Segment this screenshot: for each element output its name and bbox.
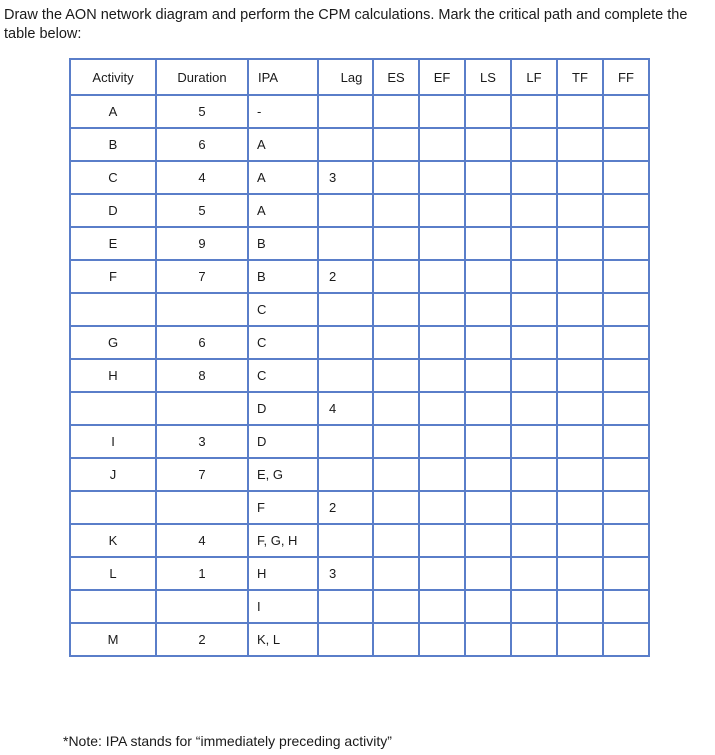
cell-lf-blank [511,293,557,326]
cell-ipa: E, G [248,458,318,491]
cell-tf-blank [557,425,603,458]
cell-ef-blank [419,590,465,623]
table-row [70,161,649,194]
cell-lag [318,623,373,656]
cell-tf-blank [557,161,603,194]
table-row [70,623,649,656]
cell-lag [318,194,373,227]
cell-activity: J [70,458,156,491]
cell-lf-blank [511,227,557,260]
cell-es-blank [373,392,419,425]
cell-es-blank [373,491,419,524]
cell-ff-blank [603,524,649,557]
cell-activity [70,491,156,524]
table-row [70,425,649,458]
cell-lf-blank [511,194,557,227]
cell-ff-blank [603,161,649,194]
cell-ipa: B [248,260,318,293]
cell-ls-blank [465,392,511,425]
cell-ls-blank [465,425,511,458]
cell-es-blank [373,128,419,161]
cell-duration: 9 [156,227,248,260]
cell-ef-blank [419,623,465,656]
cell-tf-blank [557,293,603,326]
cell-duration: 4 [156,161,248,194]
table-row [70,293,649,326]
table-row [70,326,649,359]
cell-ef-blank [419,458,465,491]
cell-es-blank [373,524,419,557]
cell-ff-blank [603,194,649,227]
table-row [70,392,649,425]
cell-es-blank [373,326,419,359]
cell-ff-blank [603,326,649,359]
cell-ff-blank [603,458,649,491]
cell-es-blank [373,95,419,128]
cell-ef-blank [419,161,465,194]
cell-es-blank [373,425,419,458]
cell-ipa: I [248,590,318,623]
table-row [70,359,649,392]
header-ef: EF [419,59,465,95]
cell-ef-blank [419,128,465,161]
cell-ipa: C [248,293,318,326]
cell-lf-blank [511,161,557,194]
cpm-table [69,58,650,657]
cell-ls-blank [465,95,511,128]
cell-ef-blank [419,359,465,392]
cell-lag: 4 [318,392,373,425]
cell-lf-blank [511,128,557,161]
table-body [70,95,649,656]
cell-duration: 5 [156,95,248,128]
cell-ff-blank [603,260,649,293]
cell-tf-blank [557,95,603,128]
cell-ipa: C [248,326,318,359]
cell-ls-blank [465,557,511,590]
table-row [70,128,649,161]
cell-ipa: D [248,392,318,425]
cell-ef-blank [419,491,465,524]
cell-es-blank [373,623,419,656]
cell-lag [318,425,373,458]
cell-lf-blank [511,392,557,425]
cell-activity: E [70,227,156,260]
cell-tf-blank [557,392,603,425]
cell-ff-blank [603,293,649,326]
cell-ef-blank [419,425,465,458]
cell-ls-blank [465,260,511,293]
cell-tf-blank [557,524,603,557]
cell-lag: 3 [318,557,373,590]
cell-ff-blank [603,95,649,128]
cell-activity [70,293,156,326]
cell-tf-blank [557,326,603,359]
cell-activity [70,392,156,425]
cell-duration: 2 [156,623,248,656]
cell-lag [318,128,373,161]
cell-lag: 3 [318,161,373,194]
cell-activity: M [70,623,156,656]
cell-ef-blank [419,557,465,590]
header-ipa: IPA [248,59,318,95]
cell-ef-blank [419,392,465,425]
header-lf: LF [511,59,557,95]
cell-ff-blank [603,227,649,260]
cell-ls-blank [465,524,511,557]
header-ff: FF [603,59,649,95]
table-row [70,458,649,491]
cell-es-blank [373,194,419,227]
cell-activity: D [70,194,156,227]
table-row [70,227,649,260]
cell-ls-blank [465,590,511,623]
cell-ipa: K, L [248,623,318,656]
cell-ipa: B [248,227,318,260]
cell-duration [156,293,248,326]
cell-lf-blank [511,623,557,656]
cell-lag [318,524,373,557]
cell-lag [318,293,373,326]
cell-duration: 3 [156,425,248,458]
cell-activity: B [70,128,156,161]
cell-tf-blank [557,590,603,623]
cell-es-blank [373,557,419,590]
cell-es-blank [373,227,419,260]
cell-ls-blank [465,491,511,524]
cell-tf-blank [557,194,603,227]
cell-ff-blank [603,623,649,656]
table-row [70,194,649,227]
header-lag: Lag [318,59,373,95]
cell-activity: C [70,161,156,194]
cell-es-blank [373,260,419,293]
header-ls: LS [465,59,511,95]
cell-ff-blank [603,491,649,524]
table-row [70,557,649,590]
cell-tf-blank [557,128,603,161]
cell-lf-blank [511,359,557,392]
footnote: *Note: IPA stands for “immediately preceding activity” [63,733,392,749]
cell-lf-blank [511,95,557,128]
cell-ls-blank [465,161,511,194]
cell-ef-blank [419,227,465,260]
cell-ls-blank [465,227,511,260]
cell-activity [70,590,156,623]
cell-duration: 7 [156,260,248,293]
cell-duration [156,590,248,623]
cell-ipa: H [248,557,318,590]
cell-ef-blank [419,95,465,128]
cell-ls-blank [465,293,511,326]
instructions-text: Draw the AON network diagram and perform the CPM calculations. Mark the critical path and complete the table below: [4,7,688,42]
cell-ls-blank [465,458,511,491]
cell-tf-blank [557,557,603,590]
table-row [70,260,649,293]
table-row [70,491,649,524]
cell-ipa: A [248,128,318,161]
cell-lf-blank [511,524,557,557]
cell-ipa: - [248,95,318,128]
table-row [70,590,649,623]
cell-lag: 2 [318,260,373,293]
cell-ipa: F, G, H [248,524,318,557]
cell-ipa: F [248,491,318,524]
cell-lag [318,359,373,392]
cell-tf-blank [557,227,603,260]
cell-ff-blank [603,557,649,590]
cell-tf-blank [557,359,603,392]
cell-activity: A [70,95,156,128]
cell-activity: H [70,359,156,392]
cell-ls-blank [465,194,511,227]
table-row [70,524,649,557]
cell-es-blank [373,161,419,194]
cell-ipa: D [248,425,318,458]
header-tf: TF [557,59,603,95]
cell-ff-blank [603,128,649,161]
cell-lf-blank [511,425,557,458]
cell-ipa: C [248,359,318,392]
cell-ef-blank [419,326,465,359]
cell-duration: 1 [156,557,248,590]
cell-lf-blank [511,260,557,293]
cell-ef-blank [419,260,465,293]
cell-lf-blank [511,458,557,491]
cell-ls-blank [465,359,511,392]
cell-duration [156,392,248,425]
cell-activity: F [70,260,156,293]
cell-activity: K [70,524,156,557]
cell-ipa: A [248,194,318,227]
cell-lag: 2 [318,491,373,524]
table-header-row [70,59,649,95]
cell-duration: 6 [156,326,248,359]
cell-ff-blank [603,392,649,425]
cell-lag [318,326,373,359]
cell-lf-blank [511,590,557,623]
cell-duration: 6 [156,128,248,161]
cell-tf-blank [557,491,603,524]
cell-activity: G [70,326,156,359]
cell-ipa: A [248,161,318,194]
cell-tf-blank [557,458,603,491]
cell-duration [156,491,248,524]
cell-lag [318,458,373,491]
header-duration: Duration [156,59,248,95]
cell-duration: 8 [156,359,248,392]
cell-ff-blank [603,590,649,623]
header-activity: Activity [70,59,156,95]
cell-tf-blank [557,623,603,656]
cell-duration: 4 [156,524,248,557]
cell-ls-blank [465,326,511,359]
cell-tf-blank [557,260,603,293]
cell-ls-blank [465,623,511,656]
cell-es-blank [373,293,419,326]
cell-lf-blank [511,326,557,359]
cell-lf-blank [511,491,557,524]
cell-lag [318,227,373,260]
table-row [70,95,649,128]
cell-lag [318,95,373,128]
cell-ff-blank [603,425,649,458]
cell-ef-blank [419,524,465,557]
cell-activity: L [70,557,156,590]
cell-ff-blank [603,359,649,392]
cell-lf-blank [511,557,557,590]
cell-ef-blank [419,194,465,227]
cell-ls-blank [465,128,511,161]
cell-ef-blank [419,293,465,326]
cell-es-blank [373,458,419,491]
cell-es-blank [373,590,419,623]
header-es: ES [373,59,419,95]
cell-lag [318,590,373,623]
cell-duration: 5 [156,194,248,227]
cell-duration: 7 [156,458,248,491]
cell-activity: I [70,425,156,458]
cell-es-blank [373,359,419,392]
